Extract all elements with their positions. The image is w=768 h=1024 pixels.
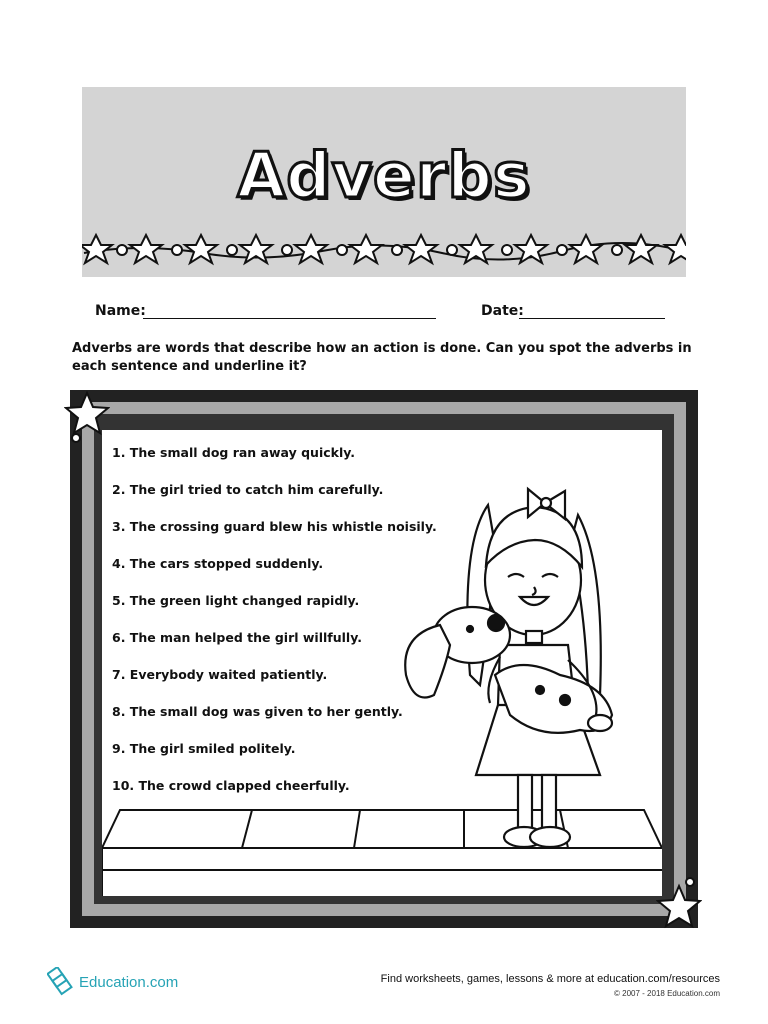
sentence-item: 10. The crowd clapped cheerfully. xyxy=(112,778,350,793)
footer-tagline: Find worksheets, games, lessons & more at education.com/resources xyxy=(380,973,720,985)
girl-with-dog-illustration xyxy=(400,485,630,865)
date-field[interactable] xyxy=(519,318,665,319)
sentence-list xyxy=(112,445,437,815)
star-icon xyxy=(64,390,110,446)
sentence-item: 5. The green light changed rapidly. xyxy=(112,593,360,608)
brand-name: Education.com xyxy=(79,973,179,991)
sentence-item: 8. The small dog was given to her gently. xyxy=(112,704,403,719)
instructions-text: Adverbs are words that describe how an action is done. Can you spot the adverbs in each sentence and underline it? xyxy=(72,341,692,374)
name-field[interactable] xyxy=(143,318,436,319)
sentence-item: 9. The girl smiled politely. xyxy=(112,741,296,756)
sentence-item: 4. The cars stopped suddenly. xyxy=(112,556,324,571)
star-icon xyxy=(656,876,702,932)
sentence-item: 3. The crossing guard blew his whistle noisily. xyxy=(112,519,437,534)
brand-logo[interactable] xyxy=(47,967,178,997)
education-logo-icon xyxy=(47,967,75,997)
sentence-item: 6. The man helped the girl willfully. xyxy=(112,630,362,645)
sentence-item: 2. The girl tried to catch him carefully. xyxy=(112,482,384,497)
name-label: Name: xyxy=(95,303,146,319)
header-band xyxy=(82,87,686,277)
sentence-item: 7. Everybody waited patiently. xyxy=(112,667,328,682)
page-title: Adverbs xyxy=(237,139,531,212)
sentence-item: 1. The small dog ran away quickly. xyxy=(112,445,355,460)
star-garland-decoration xyxy=(82,225,686,273)
footer-copyright: © 2007 - 2018 Education.com xyxy=(614,989,720,998)
date-label: Date: xyxy=(481,303,524,319)
